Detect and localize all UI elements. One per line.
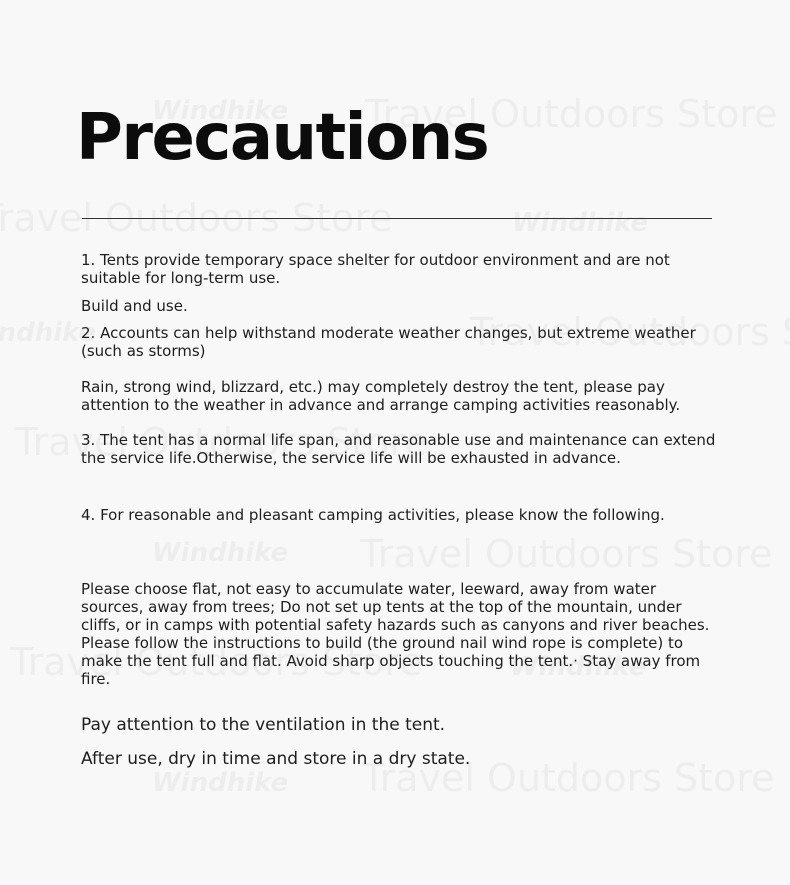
storage-note: After use, dry in time and store in a dry state. (81, 749, 471, 769)
precaution-1: 1. Tents provide temporary space shelter for outdoor environment and are not suitable for long-term use. (81, 251, 670, 287)
precaution-2-continued: Rain, strong wind, blizzard, etc.) may completely destroy the tent, please pay attention to the weather in advance and arrange camping activities reasonably. (81, 378, 681, 414)
watermark-logo (152, 768, 288, 798)
watermark-logo (512, 208, 648, 238)
ventilation-note: Pay attention to the ventilation in the tent. (81, 715, 446, 735)
precaution-1-continued: Build and use. (81, 297, 188, 315)
page-title: Precautions (76, 101, 489, 175)
site-selection-guidance: Please choose flat, not easy to accumulate water, leeward, away from water sources, away from trees; Do not set up tents at the top of the mountain, under cliffs, or in camps with potential safety hazards such as canyons and river beaches. Please follow the instructions to build (the ground nail wind rope is complete) to make the tent full and flat. Avoid sharp objects touching the tent.· Stay away from fire. (81, 580, 710, 688)
title-divider (82, 218, 712, 219)
watermark-store-text (360, 532, 773, 576)
precaution-3: 3. The tent has a normal life span, and reasonable use and maintenance can extend the service life.Otherwise, the service life will be exhausted in advance. (81, 431, 716, 467)
precaution-2: 2. Accounts can help withstand moderate weather changes, but extreme weather (such as storms) (81, 324, 696, 360)
precaution-4: 4. For reasonable and pleasant camping activities, please know the following. (81, 506, 665, 524)
watermark-logo (152, 538, 288, 568)
